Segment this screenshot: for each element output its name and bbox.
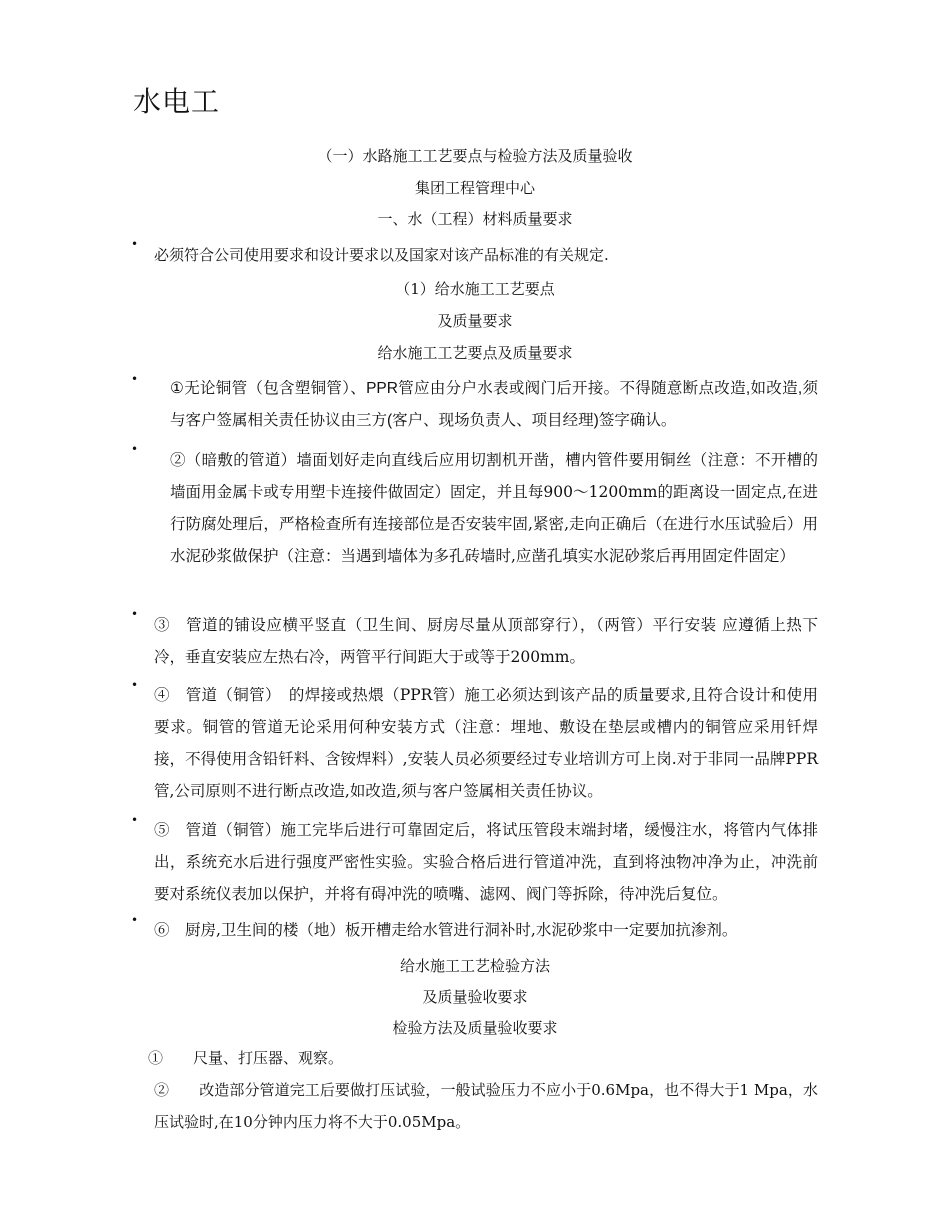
paragraph-item-4: ④ 管道（铜管） 的焊接或热煨（PPR管）施工必须达到该产品的质量要求,且符合设计和使用要求。铜管的管道无论采用何种安装方式（注意：埋地、敷设在垫层或槽内的铜管应采用钎焊接，不得使用含铅钎料、含铵焊料）,安装人员必须要经过专业培训方可上岗.对于非同一品牌PPR管,公司原则不进行断点改造,如改造,须与客户签属相关责任协议。 [154,686,818,800]
paragraph-item-2: ②（暗敷的管道）墙面划好走向直线后应用切割机开凿，槽内管件要用铜丝（注意：不开槽的墙面用金属卡或专用塑卡连接件做固定）固定，并且每900～1200mm的距离设一固定点,在进行防腐处理后，严格检查所有连接部位是否安装牢固,紧密,走向正确后（在进行水压试验后）用水泥砂浆做保护（注意：当遇到墙体为多孔砖墙时,应凿孔填实水泥砂浆后再用固定件固定） [170,451,818,565]
bullet-icon: • [131,607,139,621]
subheading-acceptance: 及质量验收要求 [422,988,528,1006]
subheading-inspection: 给水施工工艺检验方法 [399,957,550,975]
subheading-water-supply: （1）给水施工工艺要点 [395,280,555,298]
heading-department: 集团工程管理中心 [414,179,535,197]
check-item-1: ① 尺量、打压器、观察。 [148,1049,344,1067]
paragraph-item-1: ①无论铜管（包含塑铜管）、PPR管应由分户水表或阀门后开接。不得随意断点改造,如改造,须与客户签属相关责任协议由三方(客户、现场负责人、项目经理)签字确认。 [170,380,818,429]
paragraph-item-3: ③ 管道的铺设应横平竖直（卫生间、厨房尽量从顶部穿行），（两管）平行安装 应遵循上热下冷，垂直安装应左热右冷，两管平行间距大于或等于200mm。 [154,616,818,666]
bullet-icon: • [131,237,139,251]
heading-water-construction: （一）水路施工工艺要点与检验方法及质量验收 [317,147,633,165]
bullet-icon: • [131,442,139,456]
subheading-water-supply-quality: 给水施工工艺要点及质量要求 [377,344,573,362]
bullet-icon: • [131,813,139,827]
material-requirement-text: 必须符合公司使用要求和设计要求以及国家对该产品标准的有关规定. [154,246,609,264]
heading-material-quality: 一、水（工程）材料质量要求 [377,210,573,228]
check-item-2: ② 改造部分管道完工后要做打压试验，一般试验压力不应小于0.6Mpa，也不得大于1 Mpa，水压试验时,在10分钟内压力将不大于0.05Mpa。 [154,1081,818,1131]
bullet-icon: • [131,372,139,386]
bullet-icon: • [131,913,139,927]
subheading-quality: 及质量要求 [437,312,513,330]
subheading-inspection-acceptance: 检验方法及质量验收要求 [392,1019,558,1037]
doc-title: 水电工 [133,85,221,118]
paragraph-item-5: ⑤ 管道（铜管）施工完毕后进行可靠固定后，将试压管段末端封堵，缓慢注水，将管内气体排出，系统充水后进行强度严密性实验。实验合格后进行管道冲洗，直到将浊物冲净为止，冲洗前要对系统仪表加以保护，并将有碍冲洗的喷嘴、滤网、阀门等拆除，待冲洗后复位。 [154,821,818,903]
bullet-icon: • [131,678,139,692]
paragraph-item-6: ⑥ 厨房,卫生间的楼（地）板开槽走给水管进行洞补时,水泥砂浆中一定要加抗渗剂。 [154,921,738,939]
